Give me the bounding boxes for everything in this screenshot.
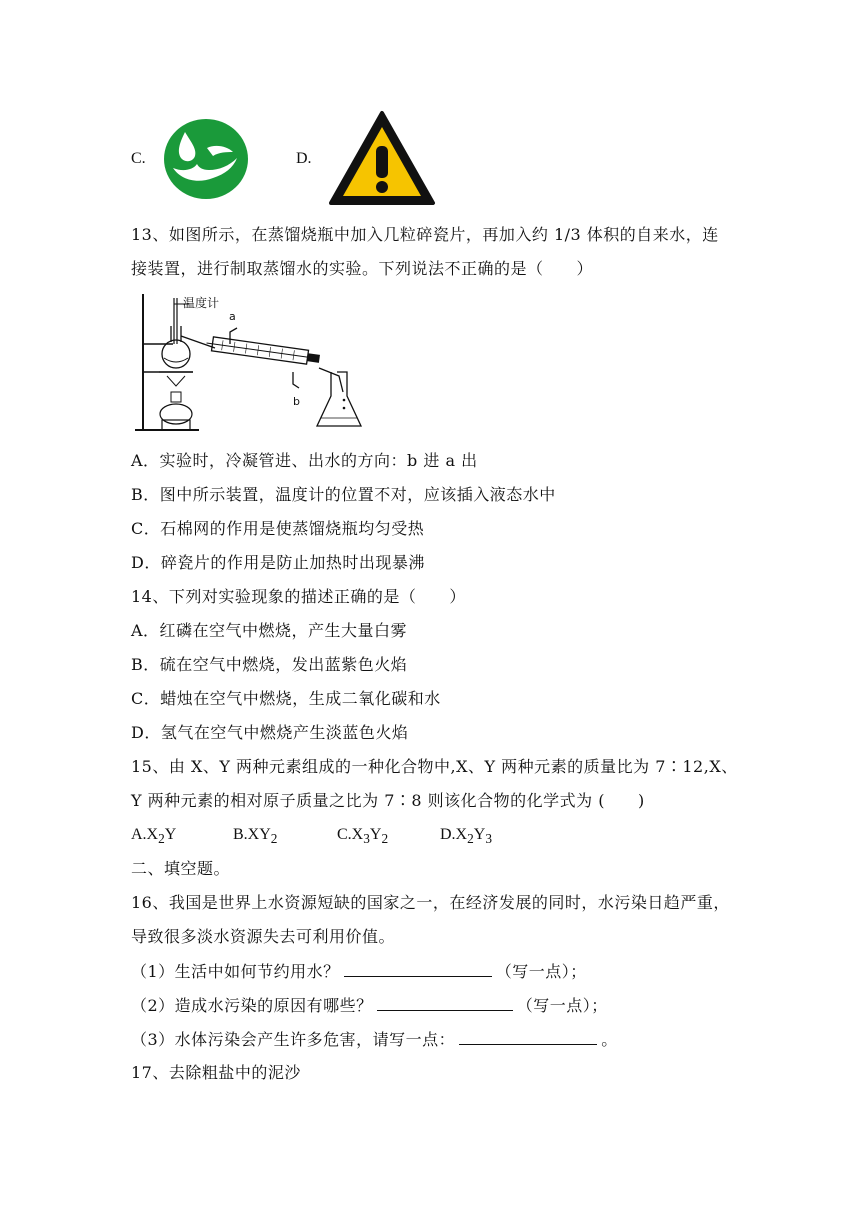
q15-stem-line2: Y 两种元素的相对原子质量之比为 7∶8 则该化合物的化学式为 ( ) [131, 791, 645, 810]
q16-sub1-blank[interactable] [344, 960, 492, 977]
q13-stem-line2: 接装置，进行制取蒸馏水的实验。下列说法不正确的是（ ） [131, 259, 594, 278]
q15-option-c: $C.X_3Y_2$ [337, 826, 389, 847]
q14-option-a: A．红磷在空气中燃烧，产生大量白雾 [131, 621, 408, 640]
q13-option-a: A．实验时，冷凝管进、出水的方向：b 进 a 出 [131, 451, 478, 470]
label-b: b [293, 395, 300, 408]
water-saving-icon [163, 118, 249, 200]
q16-sub3: （3）水体污染会产生许多危害，请写一点： 。 [131, 1030, 618, 1049]
q15-option-a: $A.X_2Y$ [131, 826, 177, 847]
q14-option-d: D．氢气在空气中燃烧产生淡蓝色火焰 [131, 723, 409, 742]
q16-sub2: （2）造成水污染的原因有哪些？ （写一点）； [131, 996, 608, 1015]
label-a: a [229, 310, 236, 323]
thermometer-label: 温度计 [183, 296, 220, 310]
q16-stem-line2: 导致很多淡水资源失去可利用价值。 [131, 927, 396, 946]
q16-sub2-blank[interactable] [377, 994, 513, 1011]
q16-sub3-blank[interactable] [459, 1028, 597, 1045]
q15-option-d: $D.X_2Y_3$ [440, 826, 493, 847]
q16-sub1: （1）生活中如何节约用水？ （写一点）； [131, 962, 587, 981]
q17-stem: 17、去除粗盐中的泥沙 [131, 1063, 301, 1082]
q16-stem-line1: 16、我国是世界上水资源短缺的国家之一，在经济发展的同时，水污染日趋严重， [131, 893, 730, 912]
section-title: 二、填空题。 [131, 859, 231, 878]
q14-option-b: B．硫在空气中燃烧，发出蓝紫色火焰 [131, 655, 408, 674]
q13-stem-line1: 13、如图所示，在蒸馏烧瓶中加入几粒碎瓷片，再加入约 1/3 体积的自来水，连 [131, 225, 719, 244]
q13-option-b: B．图中所示装置，温度计的位置不对，应该插入液态水中 [131, 485, 556, 504]
q13-option-c: C．石棉网的作用是使蒸馏烧瓶均匀受热 [131, 519, 425, 538]
option-d-label: D. [296, 150, 312, 167]
warning-icon [328, 110, 436, 206]
distillation-apparatus-figure [133, 292, 363, 434]
q15-option-b: $B.XY_2$ [233, 826, 278, 847]
q13-option-d: D．碎瓷片的作用是防止加热时出现暴沸 [131, 553, 425, 572]
option-c-label: C. [131, 150, 146, 167]
q14-option-c: C．蜡烛在空气中燃烧，生成二氧化碳和水 [131, 689, 441, 708]
q14-stem: 14、下列对实验现象的描述正确的是（ ） [131, 587, 466, 606]
q15-stem-line1: 15、由 X、Y 两种元素组成的一种化合物中,X、Y 两种元素的质量比为 7∶12,X、 [131, 757, 738, 776]
